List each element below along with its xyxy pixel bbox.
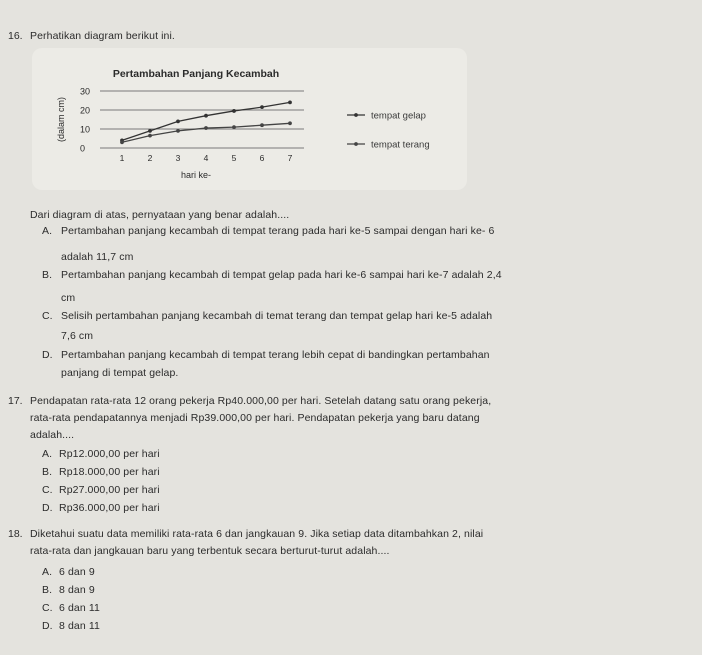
- y-tick-label: 30: [80, 86, 91, 97]
- x-axis-label: hari ke-: [180, 170, 212, 180]
- legend-marker-gelap: [354, 113, 358, 117]
- q16-option-a-letter[interactable]: A.: [42, 225, 53, 237]
- y-tick-label: 20: [80, 105, 91, 116]
- data-point-terang: [148, 134, 152, 138]
- data-point-terang: [260, 123, 264, 127]
- legend-label-terang: tempat terang: [371, 139, 430, 151]
- q16-option-a-line2[interactable]: adalah 11,7 cm: [61, 251, 134, 263]
- q17-option-a-letter: A.: [42, 448, 53, 460]
- q17-option-d[interactable]: [42, 502, 160, 514]
- q18-option-d[interactable]: [42, 620, 100, 632]
- q18-number: 18.: [8, 528, 23, 540]
- line-chart: [32, 48, 467, 190]
- q16-option-b-line1[interactable]: Pertambahan panjang kecambah di tempat gelap pada hari ke-6 sampai hari ke-7 adalah 2,4: [61, 269, 502, 281]
- x-tick-label: 1: [119, 153, 125, 163]
- q17-option-b[interactable]: [42, 466, 160, 478]
- q16-question: Dari diagram di atas, pernyataan yang benar adalah....: [30, 209, 290, 221]
- q18-line2: rata-rata dan jangkauan baru yang terbentuk secara berturut-turut adalah....: [30, 545, 390, 557]
- data-point-terang: [232, 125, 236, 129]
- q18-option-c-letter: C.: [42, 602, 53, 614]
- q18-option-d-text: 8 dan 11: [59, 620, 100, 632]
- q18-option-a[interactable]: [42, 566, 95, 578]
- data-point-gelap: [176, 120, 180, 124]
- q17-option-c-letter: C.: [42, 484, 53, 496]
- q17-option-a[interactable]: [42, 448, 160, 460]
- q18-option-d-letter: D.: [42, 620, 53, 632]
- legend-marker-terang: [354, 142, 358, 146]
- x-tick-label: 7: [287, 153, 293, 163]
- x-tick-label: 2: [147, 153, 153, 163]
- q17-line3: adalah....: [30, 429, 75, 441]
- chart-figure: [32, 48, 467, 190]
- q16-option-c-line2[interactable]: 7,6 cm: [61, 330, 94, 342]
- x-tick-label: 6: [259, 153, 265, 163]
- data-point-gelap: [148, 129, 152, 133]
- series-line-gelap: [122, 102, 290, 140]
- data-point-terang: [120, 140, 124, 144]
- q16-option-d-letter[interactable]: D.: [42, 349, 53, 361]
- data-point-terang: [288, 121, 292, 125]
- data-point-gelap: [232, 109, 236, 113]
- q18-option-c-text: 6 dan 11: [59, 602, 100, 614]
- q17-option-d-text: Rp36.000,00 per hari: [59, 502, 160, 514]
- q18-option-b-text: 8 dan 9: [59, 584, 95, 596]
- x-tick-label: 5: [231, 153, 237, 163]
- q16-option-c-line1[interactable]: Selisih pertambahan panjang kecambah di temat terang dan tempat gelap hari ke-5 adalah: [61, 310, 493, 322]
- y-axis-label: (dalam cm): [56, 96, 66, 143]
- q18-option-b[interactable]: [42, 584, 95, 596]
- q18-option-c[interactable]: [42, 602, 100, 614]
- q16-number: 16.: [8, 30, 23, 42]
- q18-line1: Diketahui suatu data memiliki rata-rata 6 dan jangkauan 9. Jika setiap data ditambahkan 2, nilai: [30, 528, 484, 540]
- chart-title: Pertambahan Panjang Kecambah: [112, 68, 280, 80]
- q17-option-b-letter: B.: [42, 466, 53, 478]
- series-line-terang: [122, 123, 290, 142]
- q16-option-b-letter[interactable]: B.: [42, 269, 53, 281]
- q17-option-b-text: Rp18.000,00 per hari: [59, 466, 160, 478]
- q16-option-b-line2[interactable]: cm: [61, 292, 76, 304]
- q17-number: 17.: [8, 395, 23, 407]
- q16-option-d-line2[interactable]: panjang di tempat gelap.: [61, 367, 179, 379]
- q17-option-d-letter: D.: [42, 502, 53, 514]
- q17-line2: rata-rata pendapatannya menjadi Rp39.000,00 per hari. Pendapatan pekerja yang baru datang: [30, 412, 480, 424]
- q18-option-a-text: 6 dan 9: [59, 566, 95, 578]
- q16-prompt: Perhatikan diagram berikut ini.: [30, 30, 175, 42]
- x-tick-label: 3: [175, 153, 181, 163]
- q17-option-a-text: Rp12.000,00 per hari: [59, 448, 160, 460]
- data-point-gelap: [288, 101, 292, 105]
- q16-option-d-line1[interactable]: Pertambahan panjang kecambah di tempat terang lebih cepat di bandingkan pertambahan: [61, 349, 490, 361]
- y-tick-label: 0: [80, 143, 86, 154]
- q17-option-c-text: Rp27.000,00 per hari: [59, 484, 160, 496]
- data-point-gelap: [204, 114, 208, 118]
- q17-line1: Pendapatan rata-rata 12 orang pekerja Rp40.000,00 per hari. Setelah datang satu orang pekerja,: [30, 395, 492, 407]
- q18-option-a-letter: A.: [42, 566, 53, 578]
- q16-option-c-letter[interactable]: C.: [42, 310, 53, 322]
- q17-option-c[interactable]: [42, 484, 160, 496]
- legend-label-gelap: tempat gelap: [371, 110, 426, 122]
- data-point-gelap: [260, 105, 264, 109]
- q18-option-b-letter: B.: [42, 584, 53, 596]
- x-tick-label: 4: [203, 153, 209, 163]
- data-point-terang: [176, 129, 180, 133]
- q16-option-a-line1[interactable]: Pertambahan panjang kecambah di tempat terang pada hari ke-5 sampai dengan hari ke- 6: [61, 225, 495, 237]
- data-point-terang: [204, 126, 208, 130]
- y-tick-label: 10: [80, 124, 91, 135]
